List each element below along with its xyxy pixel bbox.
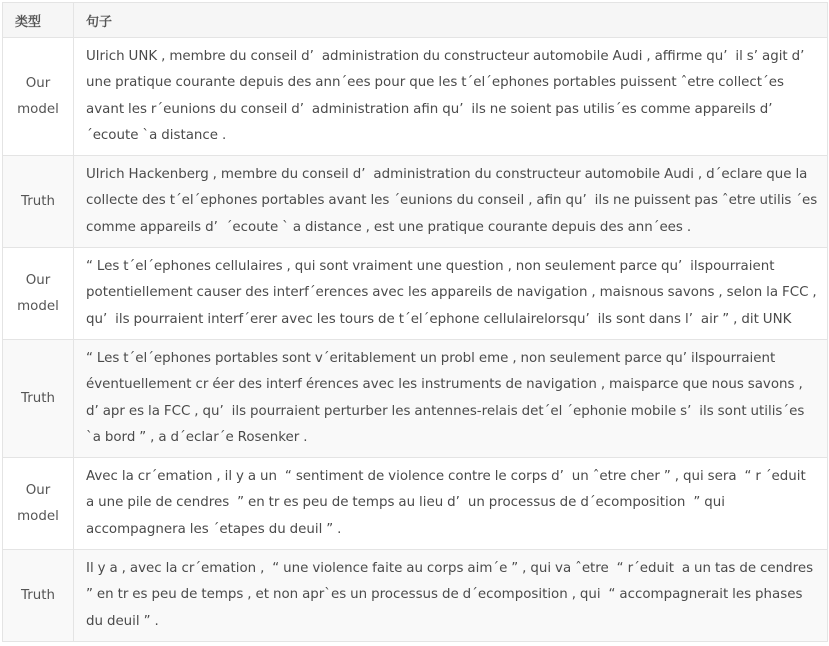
- table-row: [3, 248, 828, 340]
- header-row: [3, 3, 828, 38]
- row-sentence-cell: [74, 248, 828, 340]
- row-type-cell: Our model: [3, 458, 74, 550]
- table-row: [3, 38, 828, 156]
- sentence-text: “ Les t´el´ephones cellulaires , qui sont vraiment une question , non seulement parce qu’ ilspourraient potentiellement causer des interf´erences avec les appareils de navigation , maisnous savons , selon la FCC , qu’ ils pourraient interf´erer avec les tours de t´el´ephone cellulairelorsqu’ ils sont dans l’ air ” , dit UNK: [86, 259, 821, 327]
- table-row: [3, 550, 828, 642]
- table-row: [3, 458, 828, 550]
- header-sentence: 句子: [74, 3, 828, 38]
- sentence-text: Ulrich UNK , membre du conseil d’ administration du constructeur automobile Audi , affirme qu’ il s’ agit d’ une pratique courante depuis des ann´ees pour que les t´el´ephones portables puissent ˆetre collect´es avant les r´eunions du conseil d’ administration afin qu’ ils ne soient pas utilis´es comme appareils d’ ´ecoute `a distance .: [86, 49, 813, 143]
- table-row: [3, 156, 828, 248]
- row-type-cell: Truth: [3, 340, 74, 458]
- row-type-cell: Truth: [3, 156, 74, 248]
- sentence-text: “ Les t´el´ephones portables sont v´eritablement un probl eme , non seulement parce qu’ ilspourraient éventuellement cr éer des interf érences avec les instruments de navigation , maisparce que nous savons , d’ apr es la FCC , qu’ ils pourraient perturber les antennes-relais det´el ´ephonie mobile s’ ils sont utilis´es `a bord ” , a d´eclar´e Rosenker .: [86, 351, 809, 445]
- table-body: [3, 38, 828, 642]
- table-row: [3, 340, 828, 458]
- sentence-text: Avec la cr´emation , il y a un “ sentiment de violence contre le corps d’ un ˆetre cher ” , qui sera “ r ´eduit a une pile de cendres ” en tr es peu de temps au lieu d’ un processus de d´ecomposition ” qui accompagnera les ´etapes du deuil ” .: [86, 469, 814, 537]
- row-sentence-cell: [74, 340, 828, 458]
- comparison-table: [2, 2, 828, 642]
- row-sentence-cell: [74, 458, 828, 550]
- row-sentence-cell: [74, 550, 828, 642]
- table-header: [3, 3, 828, 38]
- row-type-cell: Our model: [3, 38, 74, 156]
- row-sentence-cell: [74, 38, 828, 156]
- sentence-text: Il y a , avec la cr´emation , “ une violence faite au corps aim´e ” , qui va ˆetre “ r´eduit a un tas de cendres ” en tr es peu de temps , et non apr`es un processus de d´ecomposition , qui “ accompagnerait les phases du deuil ” .: [86, 561, 821, 629]
- row-type-cell: Truth: [3, 550, 74, 642]
- row-type-cell: Our model: [3, 248, 74, 340]
- header-type: 类型: [3, 3, 74, 38]
- sentence-text: Ulrich Hackenberg , membre du conseil d’ administration du constructeur automobile Audi , d´eclare que la collecte des t´el´ephones portables avant les ´eunions du conseil , afin qu’ ils ne puissent pas ˆetre utilis ´es comme appareils d’ ´ecoute ` a distance , est une pratique courante depuis des ann´ees .: [86, 167, 822, 235]
- row-sentence-cell: [74, 156, 828, 248]
